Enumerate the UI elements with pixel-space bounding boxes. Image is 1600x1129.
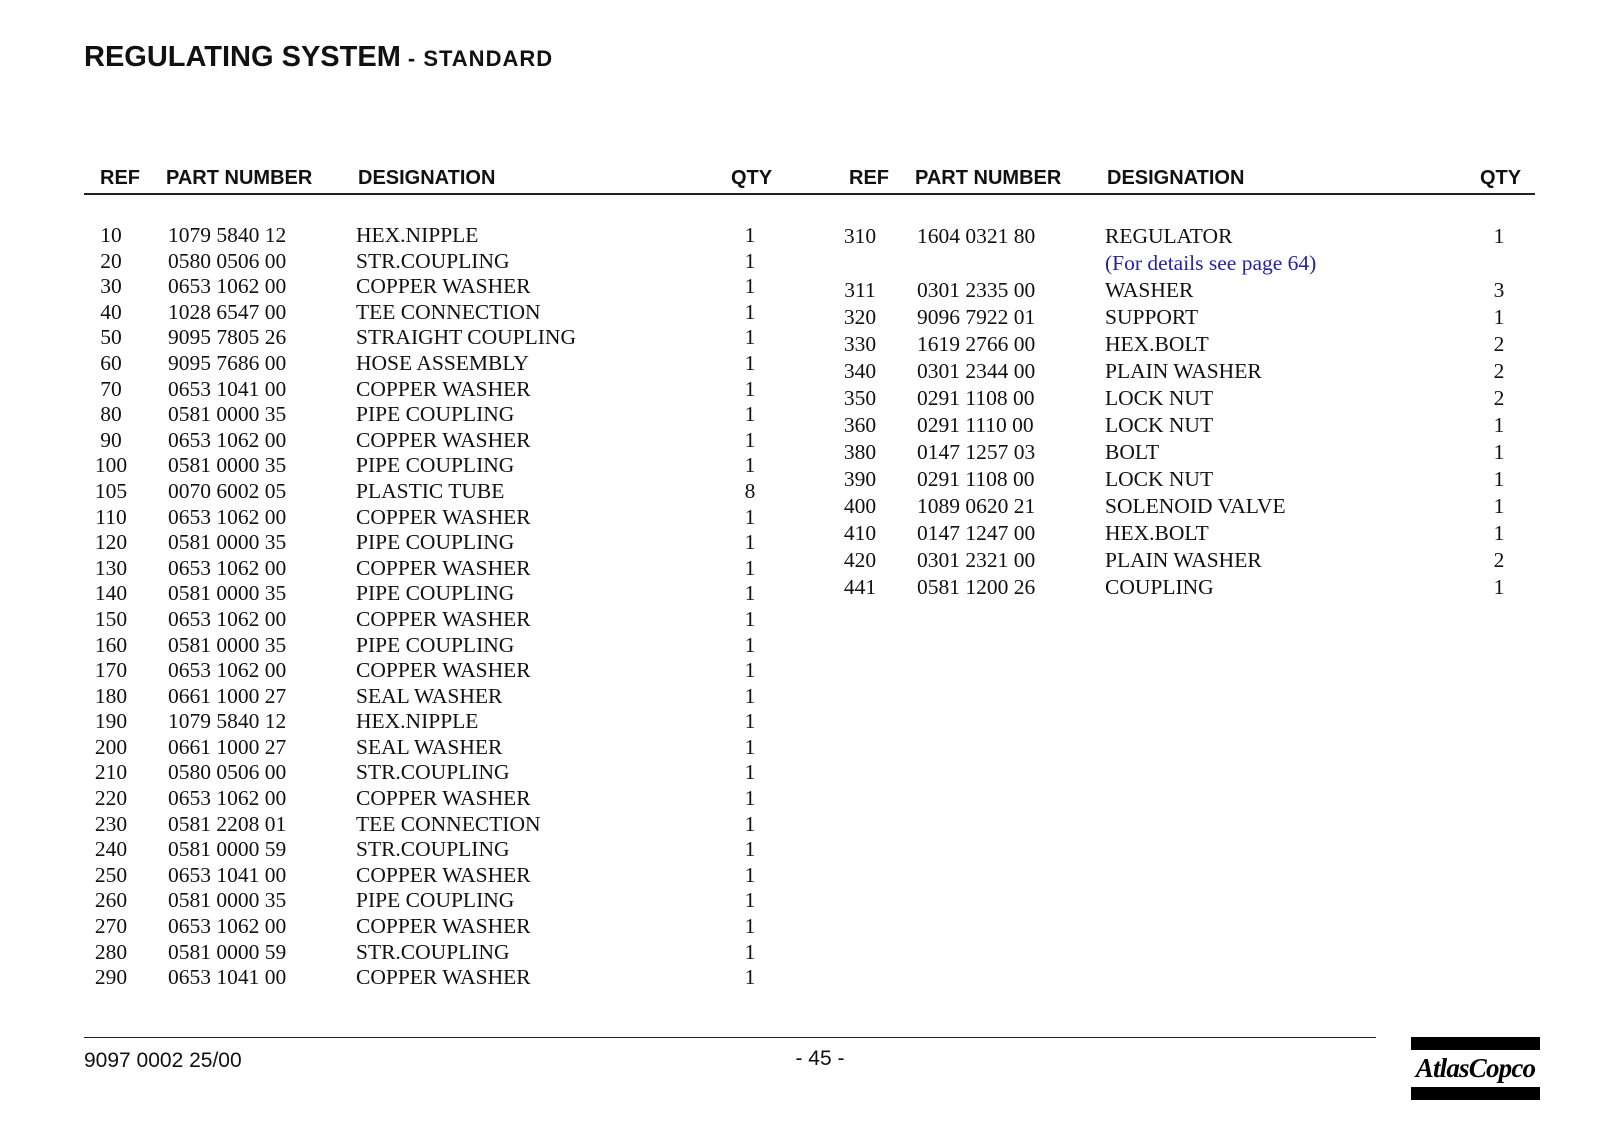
designation-cell: PIPE COUPLING <box>356 581 515 606</box>
qty-cell: 1 <box>744 223 756 247</box>
part-number-cell: 0661 1000 27 <box>168 734 287 759</box>
designation-cell: SOLENOID VALVE <box>1105 493 1286 518</box>
table-row <box>0 658 800 684</box>
column-header-qty: QTY <box>1480 167 1522 189</box>
designation-cell: REGULATOR <box>1105 223 1233 248</box>
footer-divider <box>84 1037 1376 1038</box>
page-number: - 45 - <box>795 1047 845 1070</box>
ref-cell: 210 <box>94 760 128 785</box>
qty-cell: 1 <box>744 402 756 427</box>
designation-cell: COUPLING <box>1105 574 1214 599</box>
ref-cell: 120 <box>94 530 128 555</box>
designation-cell: PIPE COUPLING <box>356 402 515 427</box>
designation-cell: LOCK NUT <box>1105 412 1214 437</box>
qty-cell: 2 <box>1493 547 1505 572</box>
ref-cell: 200 <box>94 734 128 759</box>
ref-cell: 30 <box>100 274 122 299</box>
table-row <box>0 837 800 863</box>
ref-cell: 170 <box>94 658 128 683</box>
qty-cell: 1 <box>744 939 756 964</box>
column-header-ref: REF <box>849 167 889 189</box>
table-row <box>0 300 800 326</box>
part-number-cell: 0581 0000 35 <box>168 530 287 555</box>
designation-cell: STR.COUPLING <box>356 248 510 273</box>
part-number-cell: 0581 0000 59 <box>168 837 287 862</box>
table-row <box>0 581 800 607</box>
table-row <box>749 439 1549 466</box>
parts-table-left-body <box>0 223 800 991</box>
ref-cell: 280 <box>94 939 128 964</box>
column-header-ref: REF <box>100 167 140 189</box>
part-number-cell: 0581 1200 26 <box>917 574 1036 599</box>
table-row <box>0 786 800 812</box>
part-number-cell: 0653 1041 00 <box>168 862 287 887</box>
detail-page-reference-link[interactable]: (For details see page 64) <box>1105 250 1317 275</box>
part-number-cell: 0661 1000 27 <box>168 683 287 708</box>
ref-cell: 270 <box>94 914 128 939</box>
title-subtitle: - STANDARD <box>407 46 554 71</box>
part-number-cell: 0653 1062 00 <box>168 427 287 452</box>
qty-cell: 1 <box>744 555 756 580</box>
qty-cell: 1 <box>744 811 756 836</box>
qty-cell: 1 <box>744 376 756 401</box>
part-number-cell: 0653 1062 00 <box>168 274 287 299</box>
table-row <box>0 479 800 505</box>
qty-cell: 1 <box>744 453 756 478</box>
qty-cell: 1 <box>744 734 756 759</box>
part-number-cell: 0581 0000 35 <box>168 632 287 657</box>
part-number-cell: 0581 2208 01 <box>168 811 287 836</box>
qty-cell: 2 <box>1493 331 1505 356</box>
designation-cell: COPPER WASHER <box>356 658 531 683</box>
part-number-cell: 0653 1041 00 <box>168 965 287 990</box>
part-number-cell: 0653 1062 00 <box>168 504 287 529</box>
qty-cell: 1 <box>1493 574 1505 599</box>
header-divider <box>84 193 1535 195</box>
designation-cell: PIPE COUPLING <box>356 453 515 478</box>
column-header-part-number: PART NUMBER <box>166 167 313 189</box>
table-row <box>0 914 800 940</box>
part-number-cell: 1089 0620 21 <box>917 493 1036 518</box>
qty-cell: 8 <box>744 478 756 503</box>
ref-cell: 260 <box>94 888 128 913</box>
designation-cell: COPPER WASHER <box>356 427 531 452</box>
table-row <box>749 520 1549 547</box>
table-row <box>749 277 1549 304</box>
part-number-cell: 0147 1247 00 <box>917 520 1036 545</box>
table-row <box>749 358 1549 385</box>
table-row <box>749 493 1549 520</box>
qty-cell: 1 <box>744 683 756 708</box>
table-row <box>0 709 800 735</box>
table-row <box>749 385 1549 412</box>
ref-cell: 100 <box>94 453 128 478</box>
qty-cell: 1 <box>744 350 756 375</box>
qty-cell: 1 <box>744 862 756 887</box>
qty-cell: 1 <box>744 965 756 990</box>
column-header-designation: DESIGNATION <box>358 167 496 189</box>
part-number-cell: 0070 6002 05 <box>168 478 287 503</box>
designation-cell: LOCK NUT <box>1105 385 1214 410</box>
designation-cell: STR.COUPLING <box>356 760 510 785</box>
ref-cell: 140 <box>94 581 128 606</box>
table-row <box>0 351 800 377</box>
part-number-cell: 0291 1108 00 <box>917 385 1035 410</box>
qty-cell: 1 <box>744 248 756 273</box>
designation-cell: PIPE COUPLING <box>356 632 515 657</box>
designation-cell: PIPE COUPLING <box>356 530 515 555</box>
table-row <box>0 556 800 582</box>
column-header-designation: DESIGNATION <box>1107 167 1245 189</box>
designation-cell: SEAL WASHER <box>356 734 503 759</box>
part-number-cell: 0653 1062 00 <box>168 914 287 939</box>
designation-cell: LOCK NUT <box>1105 466 1214 491</box>
designation-cell: STR.COUPLING <box>356 837 510 862</box>
table-row <box>749 412 1549 439</box>
qty-cell: 1 <box>744 325 756 350</box>
column-header-part-number: PART NUMBER <box>915 167 1062 189</box>
designation-cell: STR.COUPLING <box>356 939 510 964</box>
ref-cell: 310 <box>843 223 877 248</box>
designation-cell: COPPER WASHER <box>356 862 531 887</box>
column-header-qty: QTY <box>731 167 773 189</box>
qty-cell: 1 <box>1493 223 1505 248</box>
table-row <box>0 453 800 479</box>
ref-cell: 80 <box>100 402 122 427</box>
table-note-row <box>749 250 1549 277</box>
designation-cell: WASHER <box>1105 277 1194 302</box>
table-row <box>749 574 1549 601</box>
designation-cell: HEX.BOLT <box>1105 520 1209 545</box>
table-row <box>0 223 800 249</box>
ref-cell: 40 <box>100 299 122 324</box>
part-number-cell: 0581 0000 35 <box>168 581 287 606</box>
qty-cell: 1 <box>1493 412 1505 437</box>
table-row <box>0 505 800 531</box>
parts-table-right-body <box>749 223 1549 601</box>
designation-cell: HEX.NIPPLE <box>356 223 479 247</box>
designation-cell: COPPER WASHER <box>356 606 531 631</box>
designation-cell: HEX.BOLT <box>1105 331 1209 356</box>
qty-cell: 1 <box>744 274 756 299</box>
ref-cell: 160 <box>94 632 128 657</box>
designation-cell: PLAIN WASHER <box>1105 547 1262 572</box>
qty-cell: 1 <box>744 427 756 452</box>
ref-cell: 130 <box>94 555 128 580</box>
logo-wordmark: AtlasCopco <box>1415 1053 1536 1083</box>
table-row <box>0 684 800 710</box>
designation-cell: PLASTIC TUBE <box>356 478 505 503</box>
part-number-cell: 9096 7922 01 <box>917 304 1036 329</box>
ref-cell: 390 <box>843 466 877 491</box>
ref-cell: 190 <box>94 709 128 734</box>
title-main: REGULATING SYSTEM <box>84 41 401 73</box>
part-number-cell: 0291 1108 00 <box>917 466 1035 491</box>
designation-cell: TEE CONNECTION <box>356 811 541 836</box>
part-number-cell: 9095 7805 26 <box>168 325 287 350</box>
qty-cell: 1 <box>744 581 756 606</box>
designation-cell: COPPER WASHER <box>356 965 531 990</box>
atlas-copco-logo <box>1411 1037 1540 1100</box>
qty-cell: 1 <box>744 888 756 913</box>
ref-cell: 90 <box>100 427 122 452</box>
qty-cell: 2 <box>1493 358 1505 383</box>
part-number-cell: 0301 2321 00 <box>917 547 1036 572</box>
designation-cell: COPPER WASHER <box>356 555 531 580</box>
ref-cell: 180 <box>94 683 128 708</box>
ref-cell: 50 <box>100 325 122 350</box>
designation-cell: COPPER WASHER <box>356 376 531 401</box>
designation-cell: COPPER WASHER <box>356 504 531 529</box>
ref-cell: 105 <box>94 478 128 503</box>
table-row <box>0 377 800 403</box>
table-row <box>0 249 800 275</box>
ref-cell: 20 <box>100 248 122 273</box>
part-number-cell: 1028 6547 00 <box>168 299 287 324</box>
ref-cell: 420 <box>843 547 877 572</box>
designation-cell: TEE CONNECTION <box>356 299 541 324</box>
designation-cell: SUPPORT <box>1105 304 1199 329</box>
part-number-cell: 0581 0000 59 <box>168 939 287 964</box>
table-row <box>0 274 800 300</box>
part-number-cell: 0653 1041 00 <box>168 376 287 401</box>
qty-cell: 1 <box>1493 466 1505 491</box>
ref-cell: 311 <box>844 277 876 302</box>
table-row <box>749 331 1549 358</box>
ref-cell: 70 <box>100 376 122 401</box>
table-row <box>0 940 800 966</box>
ref-cell: 150 <box>94 606 128 631</box>
part-number-cell: 1079 5840 12 <box>168 709 287 734</box>
designation-cell: STRAIGHT COUPLING <box>356 325 576 350</box>
parts-table-left <box>0 0 800 1000</box>
table-row <box>0 965 800 991</box>
qty-cell: 1 <box>1493 439 1505 464</box>
part-number-cell: 0653 1062 00 <box>168 658 287 683</box>
table-row <box>0 325 800 351</box>
table-row <box>0 863 800 889</box>
part-number-cell: 1604 0321 80 <box>917 223 1036 248</box>
logo-bottom-bar <box>1411 1087 1540 1100</box>
table-row <box>749 304 1549 331</box>
designation-cell: COPPER WASHER <box>356 786 531 811</box>
ref-cell: 410 <box>843 520 877 545</box>
part-number-cell: 1619 2766 00 <box>917 331 1036 356</box>
designation-cell: HEX.NIPPLE <box>356 709 479 734</box>
designation-cell: HOSE ASSEMBLY <box>356 350 529 375</box>
table-row <box>749 547 1549 574</box>
part-number-cell: 0580 0506 00 <box>168 760 287 785</box>
ref-cell: 110 <box>95 504 127 529</box>
parts-table-right <box>749 0 1549 1000</box>
qty-cell: 1 <box>744 530 756 555</box>
ref-cell: 10 <box>100 223 122 247</box>
qty-cell: 1 <box>744 299 756 324</box>
qty-cell: 1 <box>744 760 756 785</box>
part-number-cell: 0581 0000 35 <box>168 402 287 427</box>
part-number-cell: 0291 1110 00 <box>917 412 1034 437</box>
ref-cell: 330 <box>843 331 877 356</box>
designation-cell: PIPE COUPLING <box>356 888 515 913</box>
ref-cell: 220 <box>94 786 128 811</box>
part-number-cell: 0147 1257 03 <box>917 439 1036 464</box>
table-row <box>0 633 800 659</box>
qty-cell: 1 <box>744 837 756 862</box>
logo-top-bar <box>1411 1037 1540 1050</box>
designation-cell: COPPER WASHER <box>356 274 531 299</box>
part-number-cell: 0653 1062 00 <box>168 786 287 811</box>
table-row <box>749 223 1549 250</box>
part-number-cell: 0581 0000 35 <box>168 888 287 913</box>
part-number-cell: 9095 7686 00 <box>168 350 287 375</box>
table-row <box>0 530 800 556</box>
ref-cell: 250 <box>94 862 128 887</box>
table-row <box>0 607 800 633</box>
part-number-cell: 1079 5840 12 <box>168 223 287 247</box>
table-row <box>0 760 800 786</box>
table-row <box>749 466 1549 493</box>
part-number-cell: 0580 0506 00 <box>168 248 287 273</box>
designation-cell: COPPER WASHER <box>356 914 531 939</box>
qty-cell: 3 <box>1493 277 1505 302</box>
qty-cell: 1 <box>1493 520 1505 545</box>
ref-cell: 360 <box>843 412 877 437</box>
ref-cell: 380 <box>843 439 877 464</box>
table-row <box>0 735 800 761</box>
part-number-cell: 0301 2335 00 <box>917 277 1036 302</box>
ref-cell: 60 <box>100 350 122 375</box>
designation-cell: PLAIN WASHER <box>1105 358 1262 383</box>
ref-cell: 441 <box>843 574 877 599</box>
ref-cell: 230 <box>94 811 128 836</box>
ref-cell: 240 <box>94 837 128 862</box>
ref-cell: 340 <box>843 358 877 383</box>
ref-cell: 400 <box>843 493 877 518</box>
table-row <box>0 812 800 838</box>
qty-cell: 1 <box>744 658 756 683</box>
part-number-cell: 0653 1062 00 <box>168 606 287 631</box>
qty-cell: 2 <box>1493 385 1505 410</box>
qty-cell: 1 <box>744 504 756 529</box>
qty-cell: 1 <box>744 632 756 657</box>
part-number-cell: 0301 2344 00 <box>917 358 1036 383</box>
designation-cell: SEAL WASHER <box>356 683 503 708</box>
qty-cell: 1 <box>744 914 756 939</box>
designation-cell: BOLT <box>1105 439 1160 464</box>
part-number-cell: 0653 1062 00 <box>168 555 287 580</box>
qty-cell: 1 <box>744 709 756 734</box>
qty-cell: 1 <box>744 786 756 811</box>
qty-cell: 1 <box>1493 304 1505 329</box>
document-number: 9097 0002 25/00 <box>84 1049 242 1072</box>
part-number-cell: 0581 0000 35 <box>168 453 287 478</box>
qty-cell: 1 <box>744 606 756 631</box>
ref-cell: 350 <box>843 385 877 410</box>
ref-cell: 290 <box>94 965 128 990</box>
table-row <box>0 428 800 454</box>
table-row <box>0 888 800 914</box>
ref-cell: 320 <box>843 304 877 329</box>
qty-cell: 1 <box>1493 493 1505 518</box>
table-row <box>0 402 800 428</box>
